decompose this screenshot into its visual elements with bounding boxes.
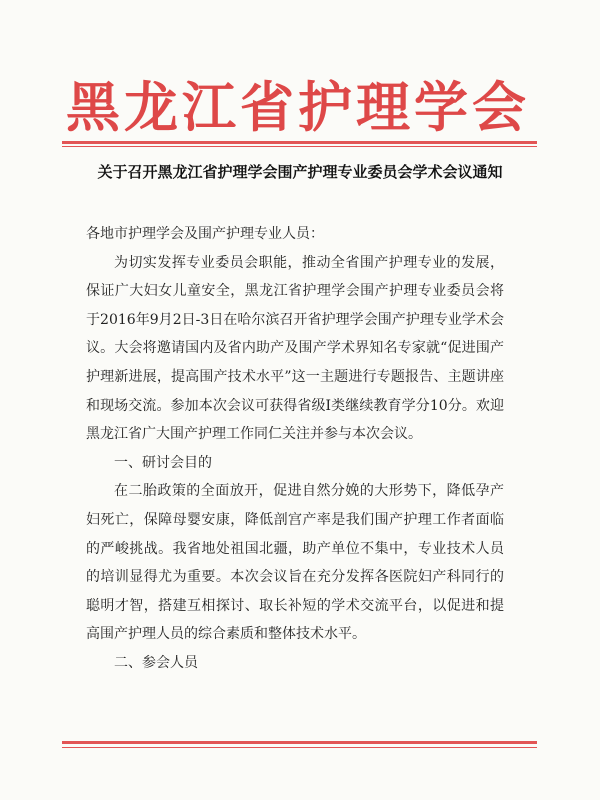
notice-title: 关于召开黑龙江省护理学会围产护理专业委员会学术会议通知 bbox=[97, 163, 503, 181]
paragraph-intro: 为切实发挥专业委员会职能，推动全省围产护理专业的发展，保证广大妇女儿童安全，黑龙江省护理学会围产护理专业委员会将于2016年9月2日-3日在哈尔滨召开省护理学会围产护理专业学术会议。大会将邀请国内及省内助产及围产学术界知名专家就“促进围产护理新进展，提高围产技术水平”这一主题进行专题报告、主题讲座和现场交流。参加本次会议可获得省级Ⅰ类继续教育学分10分。欢迎黑龙江省广大围产护理工作同仁关注并参与本次会议。 bbox=[86, 254, 504, 443]
footer-rule-thin bbox=[62, 747, 537, 748]
letterhead-rule-thick bbox=[62, 141, 537, 144]
section-heading-attendees: 二、参会人员 bbox=[114, 654, 198, 671]
section-heading-purpose: 一、研讨会目的 bbox=[114, 454, 212, 471]
paragraph-purpose: 在二胎政策的全面放开，促进自然分娩的大形势下，降低孕产妇死亡，保障母婴安康，降低剖宫产率是我们围产护理工作者面临的严峻挑战。我省地处祖国北疆，助产单位不集中，专业技术人员的培训显得尤为重要。本次会议旨在充分发挥各医院妇产科同行的聪明才智，搭建互相探讨、取长补短的学术交流平台，以促进和提高围产护理人员的综合素质和整体技术水平。 bbox=[86, 483, 504, 643]
footer-rule-thick bbox=[62, 741, 537, 744]
notice-body bbox=[86, 220, 504, 678]
salutation: 各地市护理学会及围产护理专业人员： bbox=[86, 226, 324, 242]
letterhead-rule-thin bbox=[62, 146, 537, 147]
letterhead-organization-name: 黑龙江省护理学会 bbox=[66, 75, 530, 139]
